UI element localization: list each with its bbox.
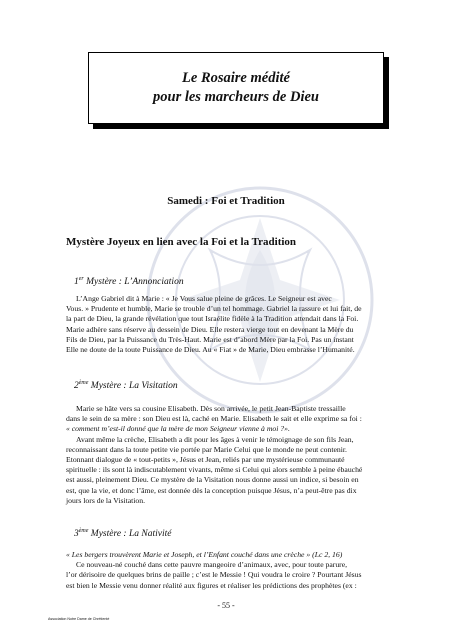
text-line: Fils de Dieu, par la Puissance du Très-Haut. Marie est d’abord Mère par la Foi. Pas un instant [66, 334, 354, 344]
text-line: la part de Dieu, la grande révélation que tout Israélite fidèle à la Tradition attendait dans la Foi. [66, 314, 359, 324]
text-line: Avant même la crèche, Elisabeth a dit pour les âges à venir le témoignage de son fils Jean, [76, 434, 354, 444]
text-line: est, que la vie, et donc l’âme, est donnée dès la conception puisque Jésus, n’a peut-être pas dix [66, 485, 357, 495]
section-number-suffix: er [78, 276, 84, 282]
day-title: Samedi : Foi et Tradition [167, 195, 285, 207]
text-line: l’or dérisoire de quelques brins de paille ; c’est le Messie ! Qui voudra le croire ? Pourtant Jésus [66, 570, 362, 580]
paragraph-visitation [66, 404, 386, 506]
section-title: Mystère : La Nativité [88, 529, 172, 540]
section-number: 2 [74, 381, 79, 392]
text-line: « comment m’est-il donné que la mère de mon Seigneur vienne à moi ?». [66, 424, 290, 434]
title-line-2: pour les marcheurs de Dieu [153, 89, 319, 105]
section-heading-nativite [74, 528, 171, 539]
section-title: Mystère : L’Annonciation [83, 277, 184, 288]
section-number: 1 [74, 277, 79, 288]
text-line: « Les bergers trouvèrent Marie et Joseph, et l’Enfant couché dans une crèche » (Lc 2, 16) [66, 550, 343, 559]
section-number: 3 [74, 529, 79, 540]
section-title: Mystère : La Visitation [88, 381, 178, 392]
text-line: jours lors de la Visitation. [66, 495, 146, 505]
footer-organization: Association Notre Dame de Chrétienté [48, 617, 110, 621]
section-heading-annonciation [74, 276, 184, 287]
text-line: reconnaissant dans la toute petite vie portée par Marie Celui que le monde ne peut contenir. [66, 444, 347, 454]
text-line: Marie se hâte vers sa cousine Elisabeth. Dès son arrivée, le petit Jean-Baptiste tressaille [76, 404, 346, 413]
text-line: dans le sein de sa mère : son Dieu est là, caché en Marie. Elisabeth le sait et elle exprime sa foi : [66, 414, 362, 424]
text-line: Marie adhère sans réserve au dessein de Dieu. Elle restera vierge tout en devenant la Mère du [66, 324, 354, 334]
text-line: Elle ne doute de la toute Puissance de Dieu. Au « Fiat » de Marie, Dieu embrasse l’Humanité. [66, 345, 355, 355]
text-line: L’Ange Gabriel dit à Marie : « Je Vous salue pleine de grâces. Le Seigneur est avec [76, 294, 332, 303]
text-line: Etonnant dialogue de « tout-petits », Jésus et Jean, reliés par une mystérieuse communauté [66, 455, 345, 465]
text-line: spirituelle : ils sont là indiscutablement vivants, même si Celui qui alors semble à peine ébauché [66, 465, 363, 475]
text-line: est bien le Messie venu donner réalité aux figures et réaliser les prédictions des prophètes (ex : [66, 580, 357, 590]
text-line: Ce nouveau-né couché dans cette pauvre mangeoire d’animaux, avec, pour toute parure, [76, 560, 348, 570]
page-number: - 55 - [217, 601, 235, 610]
title-box [88, 52, 384, 124]
title-line-1: Le Rosaire médité [182, 70, 290, 86]
text-line: Vous. » Prudente et humble, Marie se trouble d’un tel hommage. Gabriel la rassure et lui fait, de [66, 304, 362, 314]
paragraph-nativite [66, 550, 386, 591]
section-heading-visitation [74, 380, 178, 391]
section-number-suffix: ème [78, 528, 89, 534]
section-number-suffix: ème [78, 380, 89, 386]
mystery-title: Mystère Joyeux en lien avec la Foi et la Tradition [66, 236, 297, 248]
text-line: est aussi, pleinement Dieu. Ce mystère de la Visitation nous donne aussi un indice, si besoin en [66, 475, 359, 485]
paragraph-annonciation [66, 294, 386, 355]
